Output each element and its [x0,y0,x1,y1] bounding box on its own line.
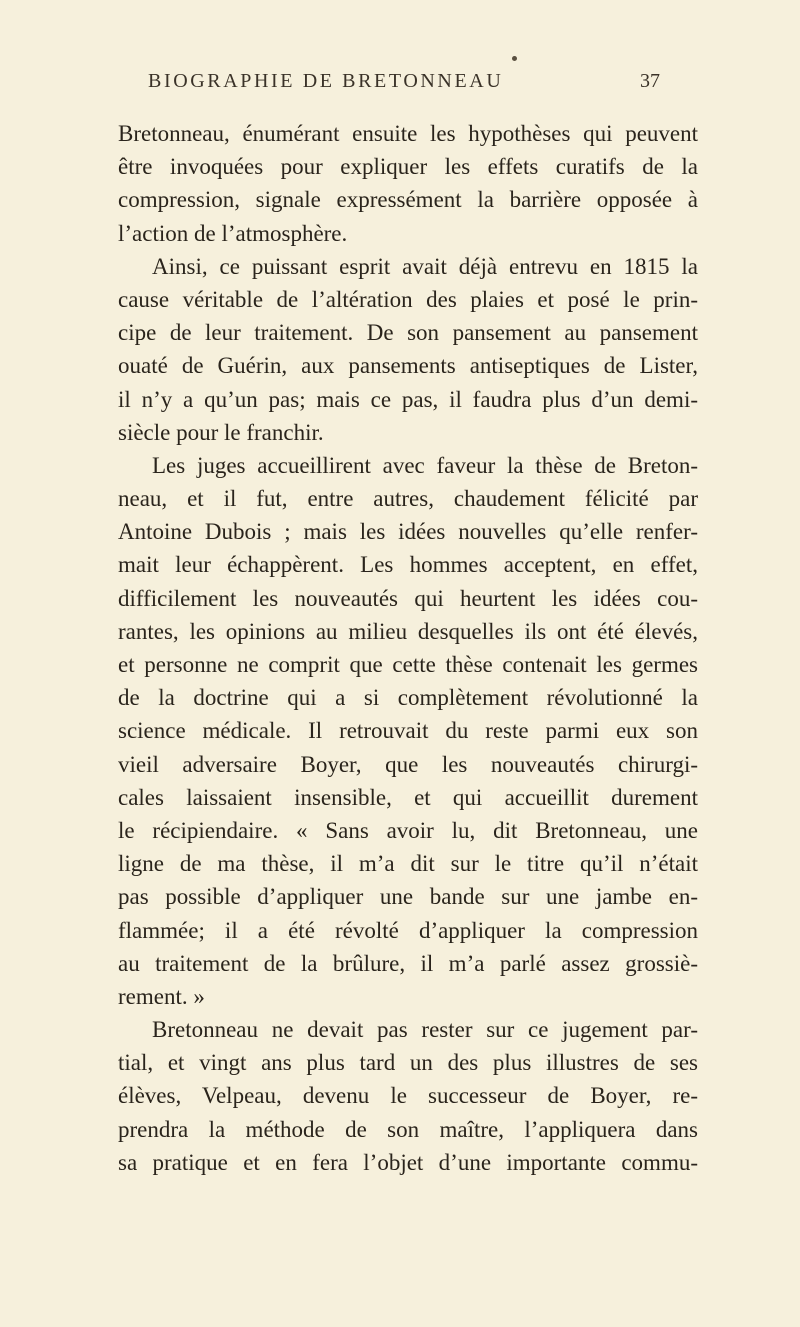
text-line: ligne de ma thèse, il m’a dit sur le titre qu’il n’était [118,851,698,877]
text-line: et personne ne comprit que cette thèse contenait les germes [118,652,698,677]
body-text [118,117,698,1179]
page-header [148,70,660,100]
text-line: neau, et il fut, entre autres, chaudement félicité par [118,486,698,512]
text-line: Ainsi, ce puissant esprit avait déjà entrevu en 1815 la [152,253,698,279]
text-line: Les juges accueillirent avec faveur la thèse de Breton- [152,452,698,478]
running-title: BIOGRAPHIE DE BRETONNEAU [148,70,504,92]
text-line: de la doctrine qui a si complètement révolutionné la [118,685,698,711]
text-line: compression, signale expressément la barrière opposée à [118,187,698,213]
text-line: prendra la méthode de son maître, l’appliquera dans [118,1116,698,1142]
text-line: Bretonneau, énumérant ensuite les hypothèses qui peuvent [118,121,698,146]
text-line: l’action de l’atmosphère. [118,220,348,246]
text-line: rement. » [118,983,205,1009]
text-line: science médicale. Il retrouvait du reste parmi eux son [118,718,698,744]
text-line: flammée; il a été révolté d’appliquer la compression [118,917,698,943]
text-line: mait leur échappèrent. Les hommes acceptent, en effet, [118,552,698,578]
text-line: cause véritable de l’altération des plaies et posé le prin- [118,286,698,312]
text-line: sa pratique et en fera l’objet d’une importante commu- [118,1149,698,1175]
text-line: vieil adversaire Boyer, que les nouveautés chirurgi- [118,751,698,777]
text-line: au traitement de la brûlure, il m’a parlé assez grossiè- [118,950,698,976]
text-line: Antoine Dubois ; mais les idées nouvelles qu’elle renfer- [118,519,698,545]
text-line: être invoquées pour expliquer les effets curatifs de la [118,154,698,180]
text-line: difficilement les nouveautés qui heurtent les idées cou- [118,585,698,611]
text-line: cipe de leur traitement. De son pansement au pansement [118,320,698,346]
text-line: rantes, les opinions au milieu desquelles ils ont été élevés, [118,618,698,644]
text-line: le récipiendaire. « Sans avoir lu, dit Bretonneau, une [118,817,698,843]
text-line: il n’y a qu’un pas; mais ce pas, il faudra plus d’un demi- [118,386,698,412]
text-line: tial, et vingt ans plus tard un des plus illustres de ses [118,1050,698,1076]
text-line: pas possible d’appliquer une bande sur une jambe en- [118,884,698,910]
page-number: 37 [640,70,660,92]
text-line: Bretonneau ne devait pas rester sur ce jugement par- [152,1017,698,1043]
text-line: cales laissaient insensible, et qui accueillit durement [118,784,698,810]
header-dot-mark [512,56,517,61]
text-line: ouaté de Guérin, aux pansements antiseptiques de Lister, [118,353,698,379]
text-line: siècle pour le franchir. [118,419,324,445]
text-line: élèves, Velpeau, devenu le successeur de Boyer, re- [118,1083,698,1109]
